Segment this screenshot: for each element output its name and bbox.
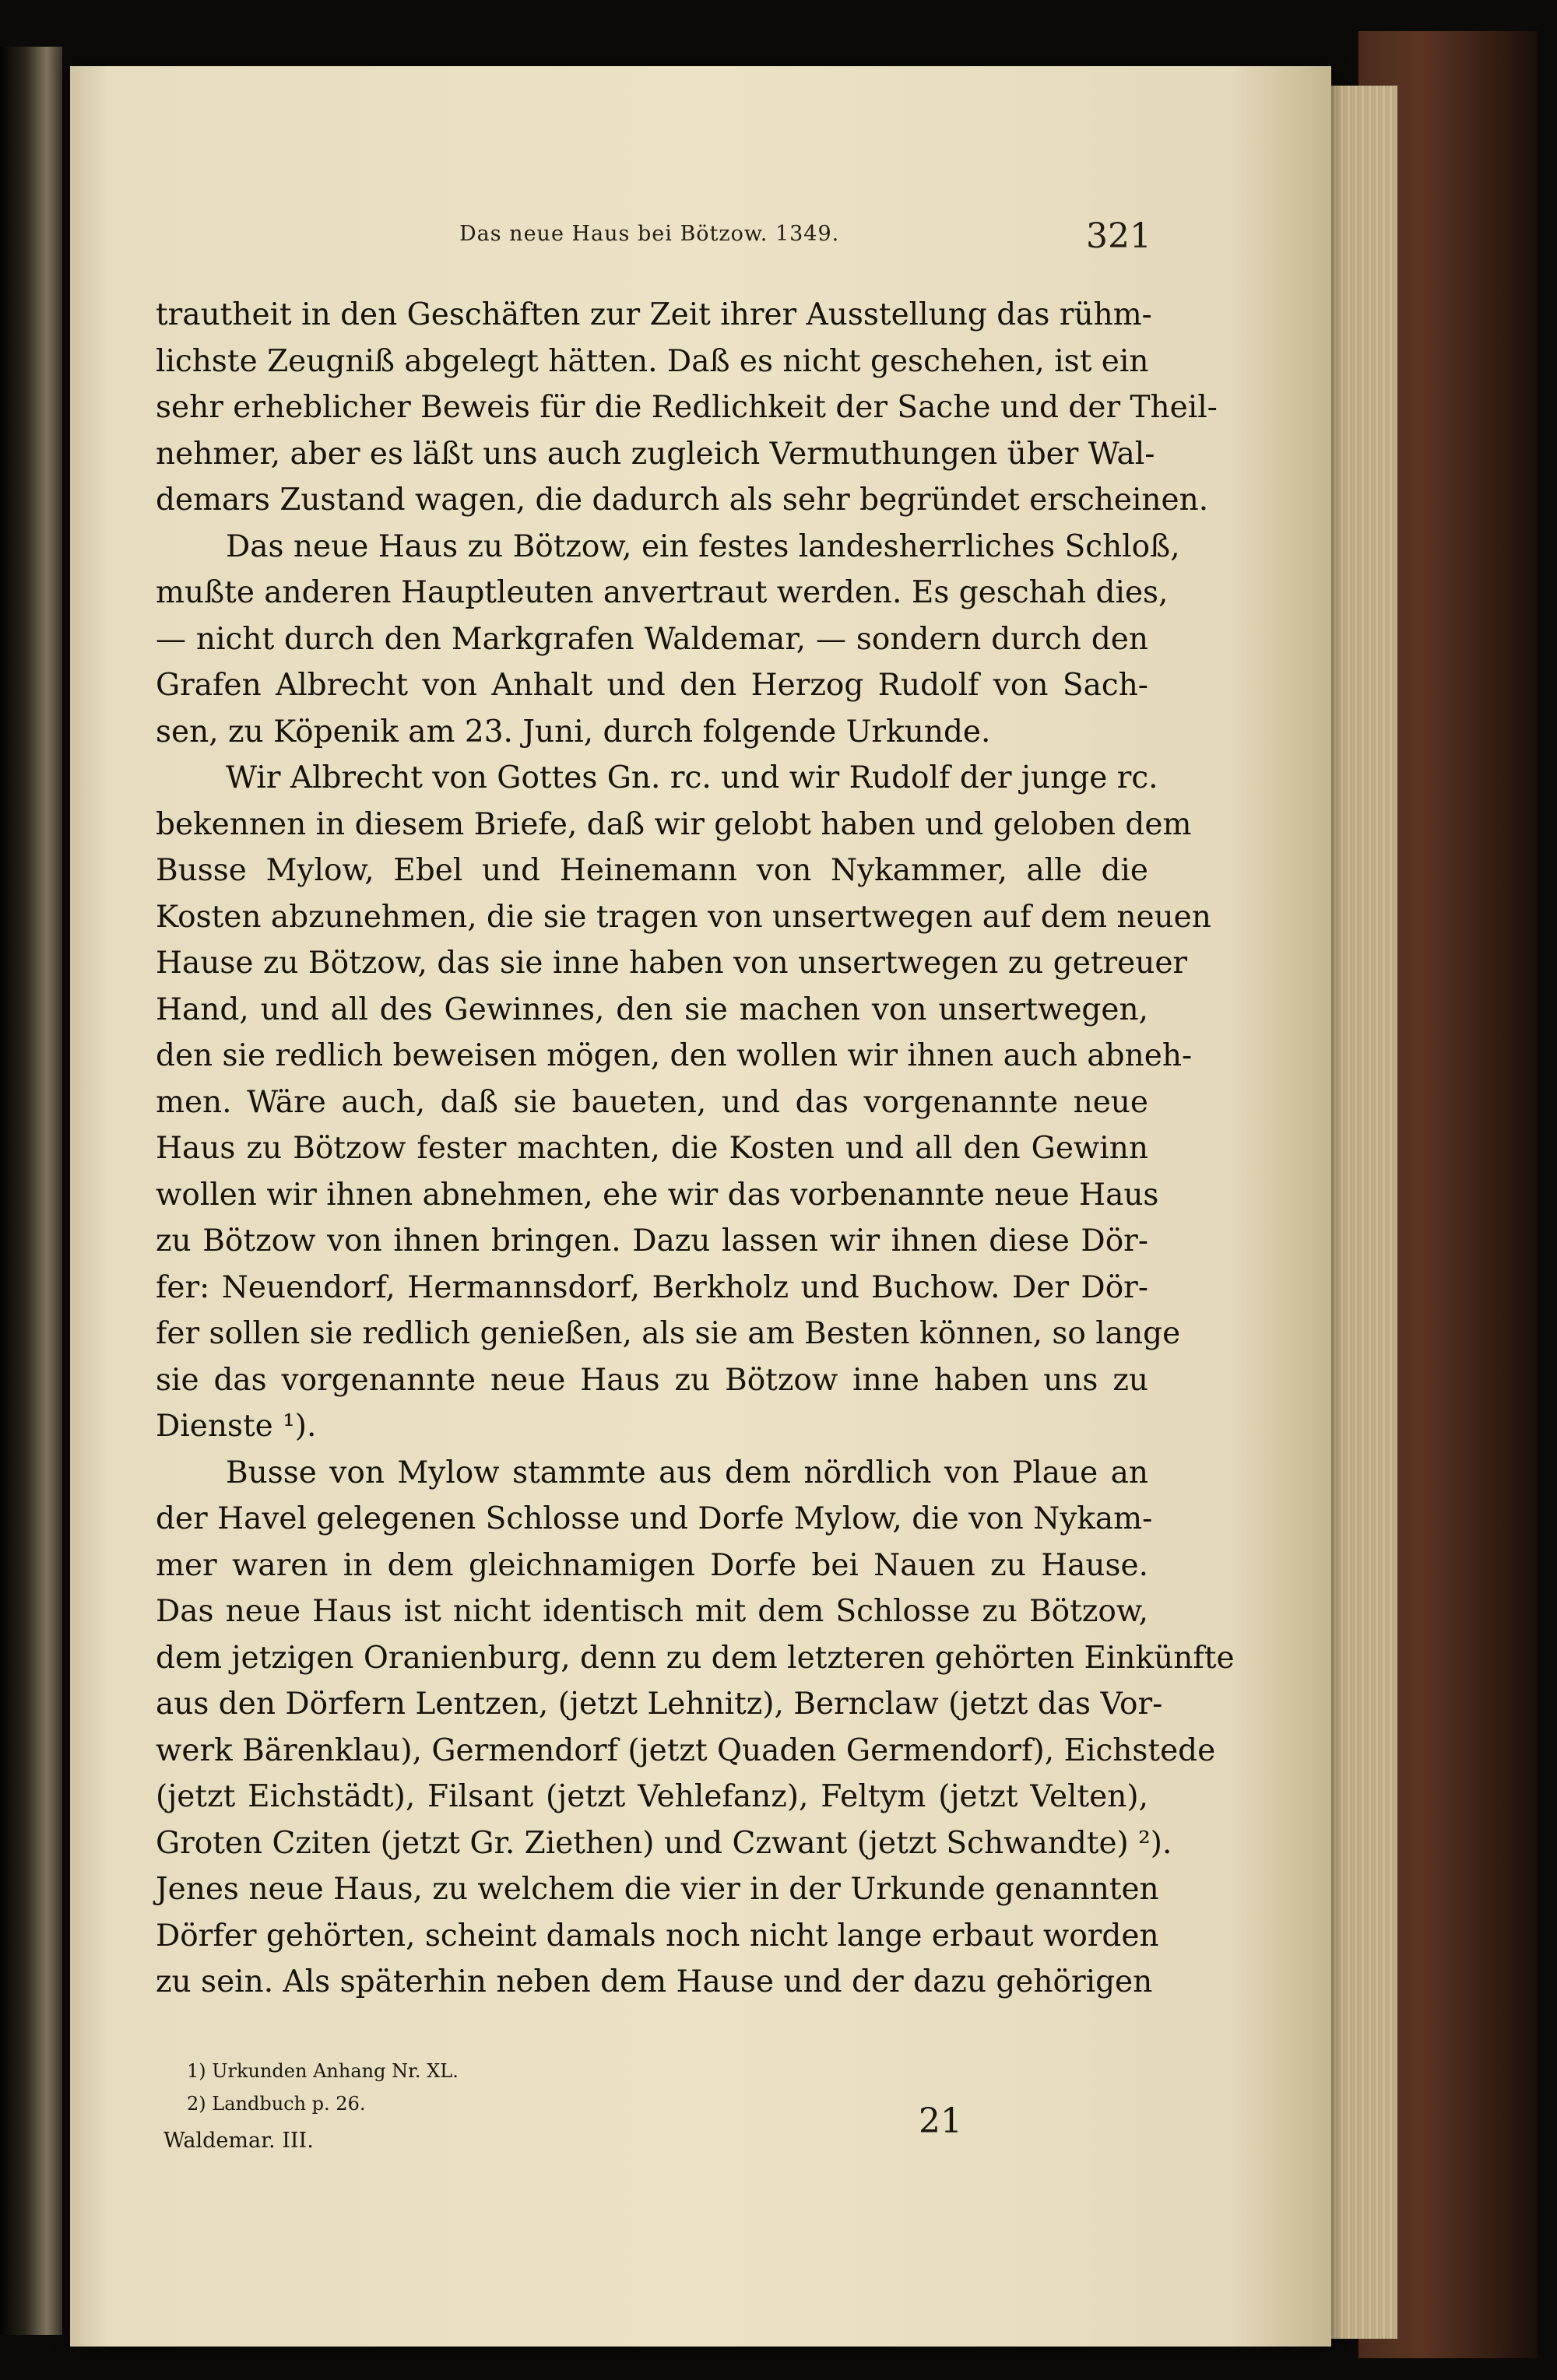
text-line: zu Bötzow von ihnen bringen. Dazu lassen wir ihnen diese Dör-: [156, 1223, 1148, 1258]
text-line: aus den Dörfern Lentzen, (jetzt Lehnitz), Bernclaw (jetzt das Vor-: [156, 1687, 1163, 1722]
text-line: Grafen Albrecht von Anhalt und den Herzog Rudolf von Sach-: [156, 668, 1148, 703]
text-line: Busse Mylow, Ebel und Heinemann von Nykammer, alle die: [156, 853, 1148, 888]
text-line: sehr erheblicher Beweis für die Redlichkeit der Sache und der Theil-: [156, 390, 1218, 425]
page-stack-edge: [1323, 86, 1397, 2339]
text-line: Kosten abzunehmen, die sie tragen von unsertwegen auf dem neuen: [156, 899, 1211, 935]
body-text: [156, 292, 1235, 2006]
book-gutter-left: [0, 47, 62, 2335]
page-number: 321: [1086, 216, 1151, 256]
text-line: dem jetzigen Oranienburg, denn zu dem letzteren gehörten Einkünfte: [156, 1640, 1235, 1676]
text-line: mußte anderen Hauptleuten anvertraut werden. Es geschah dies,: [156, 575, 1169, 610]
text-line: sen, zu Köpenik am 23. Juni, durch folgende Urkunde.: [156, 714, 991, 749]
text-line: den sie redlich beweisen mögen, den wollen wir ihnen auch abneh-: [156, 1038, 1193, 1073]
text-line: Das neue Haus zu Bötzow, ein festes landesherrliches Schloß,: [226, 528, 1180, 564]
text-line: Dienste ¹).: [156, 1409, 317, 1444]
text-line: werk Bärenklau), Germendorf (jetzt Quaden Germendorf), Eichstede: [156, 1732, 1216, 1768]
text-line: wollen wir ihnen abnehmen, ehe wir das vorbenannte neue Haus: [156, 1177, 1159, 1213]
text-line: Busse von Mylow stammte aus dem nördlich von Plaue an: [226, 1455, 1148, 1490]
text-line: men. Wäre auch, daß sie baueten, und das vorgenannte neue: [156, 1084, 1148, 1120]
text-line: Hand, und all des Gewinnes, den sie machen von unsertwegen,: [156, 992, 1148, 1027]
running-header: Das neue Haus bei Bötzow. 1349.: [459, 222, 840, 246]
text-line: der Havel gelegenen Schlosse und Dorfe Mylow, die von Nykam-: [156, 1501, 1153, 1536]
text-line: Wir Albrecht von Gottes Gn. rc. und wir Rudolf der junge rc.: [226, 760, 1158, 795]
text-line: fer sollen sie redlich genießen, als sie am Besten können, so lange: [156, 1316, 1181, 1351]
text-line: Das neue Haus ist nicht identisch mit dem Schlosse zu Bötzow,: [156, 1594, 1148, 1629]
text-line: sie das vorgenannte neue Haus zu Bötzow inne haben uns zu: [156, 1362, 1148, 1398]
text-line: Haus zu Bötzow fester machten, die Kosten und all den Gewinn: [156, 1131, 1148, 1166]
text-line: Hause zu Bötzow, das sie inne haben von unsertwegen zu getreuer: [156, 946, 1188, 981]
text-line: (jetzt Eichstädt), Filsant (jetzt Vehlefanz), Feltym (jetzt Velten),: [156, 1779, 1148, 1814]
text-line: mer waren in dem gleichnamigen Dorfe bei Nauen zu Hause.: [156, 1547, 1148, 1583]
signature-mark: 21: [919, 2101, 962, 2141]
footnote-2: 2) Landbuch p. 26.: [187, 2093, 366, 2115]
text-line: trautheit in den Geschäften zur Zeit ihrer Ausstellung das rühm-: [156, 297, 1152, 332]
text-line: zu sein. Als späterhin neben dem Hause und der dazu gehörigen: [156, 1964, 1153, 1999]
text-line: bekennen in diesem Briefe, daß wir gelobt haben und geloben dem: [156, 806, 1192, 842]
signature-line: Waldemar. III.: [163, 2129, 314, 2153]
footnotes: [187, 2055, 654, 2120]
text-line: fer: Neuendorf, Hermannsdorf, Berkholz und Buchow. Der Dör-: [156, 1269, 1148, 1305]
text-line: lichste Zeugniß abgelegt hätten. Daß es nicht geschehen, ist ein: [156, 343, 1149, 379]
text-line: demars Zustand wagen, die dadurch als sehr begründet erscheinen.: [156, 483, 1209, 518]
footnote-1: 1) Urkunden Anhang Nr. XL.: [187, 2060, 459, 2082]
text-line: nehmer, aber es läßt uns auch zugleich Vermuthungen über Wal-: [156, 436, 1155, 472]
text-line: — nicht durch den Markgrafen Waldemar, — sondern durch den: [156, 621, 1148, 657]
text-line: Groten Cziten (jetzt Gr. Ziethen) und Czwant (jetzt Schwandte) ²).: [156, 1825, 1172, 1861]
text-line: Dörfer gehörten, scheint damals noch nicht lange erbaut worden: [156, 1918, 1159, 1953]
text-line: Jenes neue Haus, zu welchem die vier in der Urkunde genannten: [156, 1872, 1159, 1907]
